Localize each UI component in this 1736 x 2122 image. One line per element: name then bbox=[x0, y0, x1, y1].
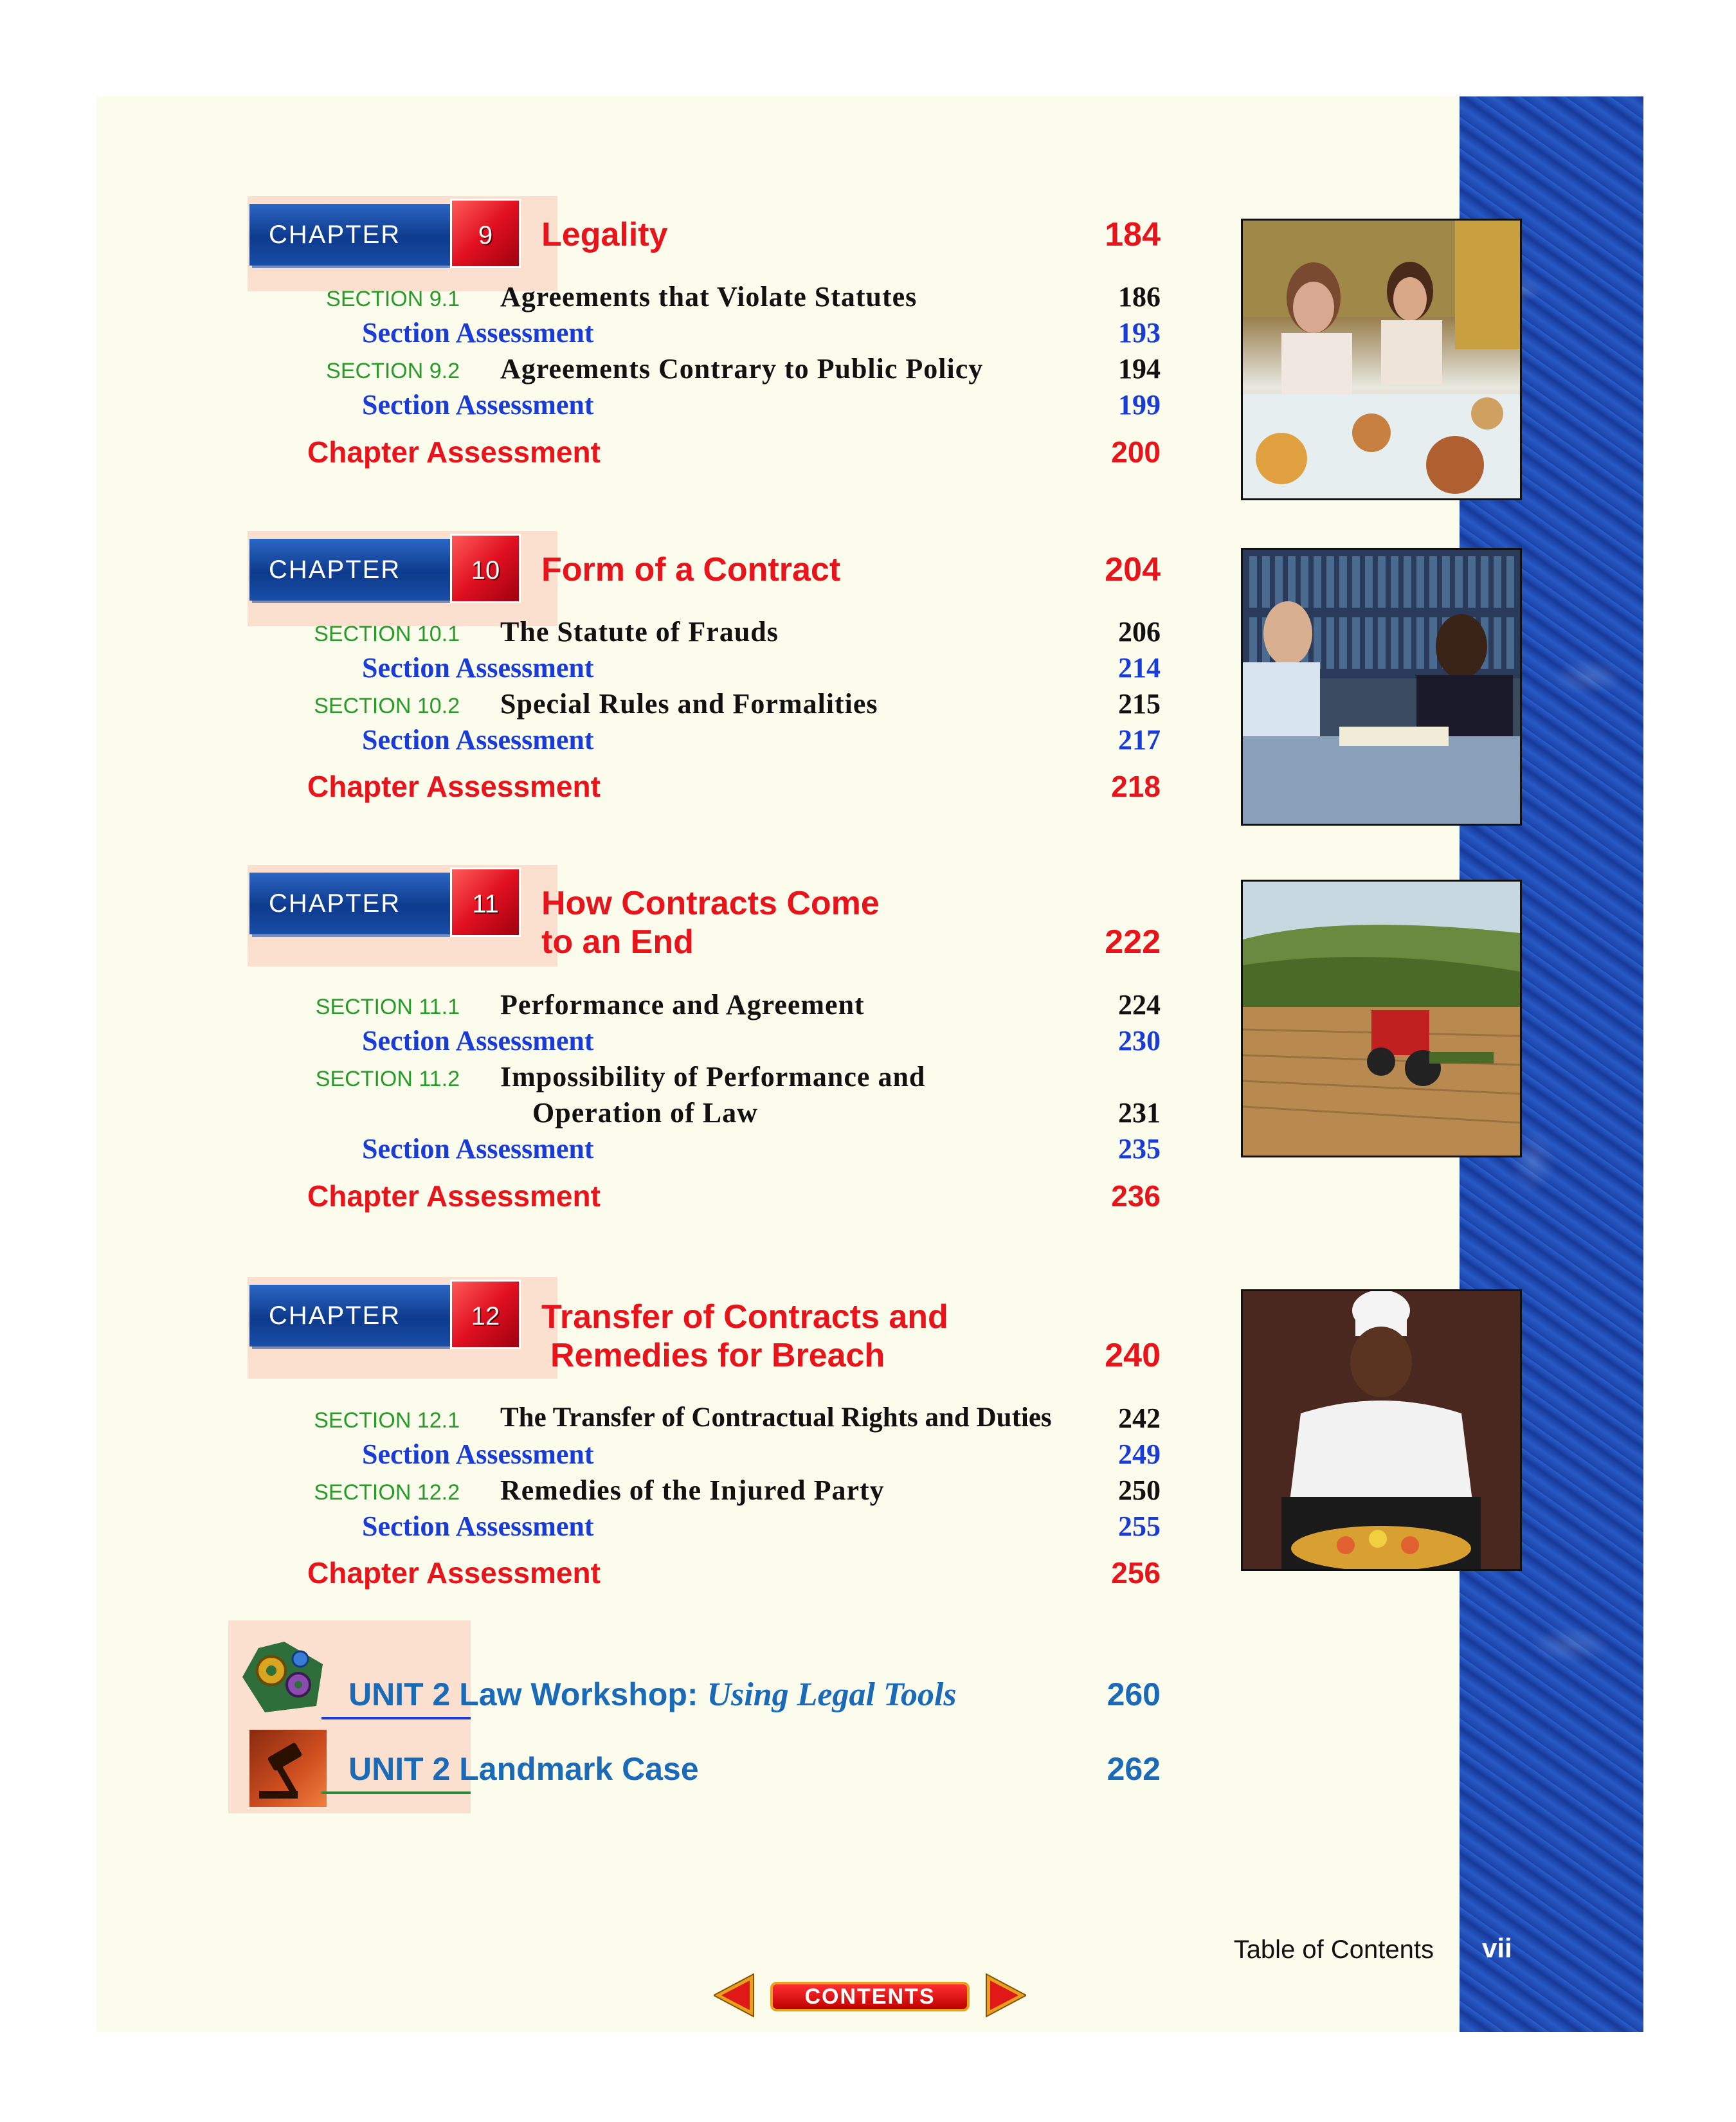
section-assessment-link[interactable]: Section Assessment bbox=[362, 1025, 594, 1056]
chapter-tab: CHAPTER bbox=[249, 539, 457, 601]
chapter-page-number[interactable]: 240 bbox=[1105, 1337, 1161, 1374]
section-label: SECTION 11.1 bbox=[315, 995, 460, 1019]
chapter-assessment-link[interactable]: Chapter Assessment bbox=[307, 1556, 601, 1590]
footer-page-number: vii bbox=[1482, 1933, 1512, 1963]
section-label: SECTION 11.2 bbox=[315, 1067, 460, 1091]
chapter-title[interactable]: Transfer of Contracts and Remedies for Breach bbox=[541, 1298, 948, 1374]
section-assessment-link[interactable]: Section Assessment bbox=[362, 389, 594, 421]
section-assessment-page[interactable]: 214 bbox=[1118, 652, 1161, 684]
section-assessment-link[interactable]: Section Assessment bbox=[362, 1438, 594, 1470]
chef-photo bbox=[1241, 1289, 1522, 1571]
section-page-number[interactable]: 194 bbox=[1118, 353, 1161, 385]
unit-workshop-link[interactable]: UNIT 2 Law Workshop: Using Legal Tools bbox=[348, 1676, 957, 1713]
section-title-continuation[interactable]: Operation of Law bbox=[532, 1097, 758, 1129]
chapter-title[interactable]: Form of a Contract bbox=[541, 551, 841, 588]
section-page-number[interactable]: 224 bbox=[1118, 989, 1161, 1020]
section-assessment-link[interactable]: Section Assessment bbox=[362, 1510, 594, 1542]
section-page-number[interactable]: 231 bbox=[1118, 1097, 1161, 1129]
divider-line bbox=[321, 1791, 471, 1794]
section-label: SECTION 12.1 bbox=[314, 1408, 460, 1433]
gavel-icon bbox=[249, 1730, 327, 1807]
section-title[interactable]: Remedies of the Injured Party bbox=[500, 1474, 885, 1506]
section-assessment-page[interactable]: 199 bbox=[1118, 389, 1161, 421]
section-label: SECTION 10.2 bbox=[314, 694, 460, 718]
section-title[interactable]: Performance and Agreement bbox=[500, 989, 865, 1020]
section-title[interactable]: The Statute of Frauds bbox=[500, 616, 779, 648]
contents-button[interactable]: CONTENTS bbox=[770, 1982, 970, 2011]
chapter-tab: CHAPTER bbox=[249, 873, 457, 934]
section-assessment-page[interactable]: 217 bbox=[1118, 724, 1161, 756]
section-page-number[interactable]: 186 bbox=[1118, 281, 1161, 313]
chapter-assessment-link[interactable]: Chapter Assessment bbox=[307, 1179, 601, 1213]
chapter-tab: CHAPTER bbox=[249, 1285, 457, 1347]
chapter-assessment-link[interactable]: Chapter Assessment bbox=[307, 770, 601, 803]
chapter-number-badge: 10 bbox=[450, 534, 521, 603]
business-meeting-photo bbox=[1241, 548, 1522, 826]
footer-section-name: Table of Contents bbox=[1233, 1936, 1434, 1964]
previous-page-button[interactable] bbox=[714, 1973, 756, 2018]
women-dining-photo bbox=[1241, 219, 1522, 500]
section-page-number[interactable]: 242 bbox=[1118, 1402, 1161, 1434]
section-title[interactable]: Agreements that Violate Statutes bbox=[500, 281, 918, 313]
section-title[interactable]: The Transfer of Contractual Rights and Duties bbox=[500, 1402, 1052, 1433]
section-title[interactable]: Impossibility of Performance and bbox=[500, 1061, 926, 1093]
section-assessment-page[interactable]: 235 bbox=[1118, 1133, 1161, 1165]
section-label: SECTION 10.1 bbox=[314, 622, 460, 646]
section-assessment-link[interactable]: Section Assessment bbox=[362, 652, 594, 684]
section-page-number[interactable]: 206 bbox=[1118, 616, 1161, 648]
next-page-button[interactable] bbox=[984, 1973, 1026, 2018]
section-title[interactable]: Special Rules and Formalities bbox=[500, 688, 878, 720]
chapter-number-badge: 9 bbox=[450, 199, 521, 268]
chapter-assessment-page[interactable]: 236 bbox=[1111, 1179, 1161, 1213]
section-page-number[interactable]: 250 bbox=[1118, 1474, 1161, 1506]
chapter-number-badge: 12 bbox=[450, 1280, 521, 1349]
chapter-assessment-page[interactable]: 256 bbox=[1111, 1556, 1161, 1590]
section-assessment-link[interactable]: Section Assessment bbox=[362, 1133, 594, 1165]
section-assessment-page[interactable]: 193 bbox=[1118, 317, 1161, 349]
section-assessment-page[interactable]: 249 bbox=[1118, 1438, 1161, 1470]
section-label: SECTION 9.2 bbox=[326, 359, 460, 383]
chapter-page-number[interactable]: 184 bbox=[1105, 216, 1161, 253]
chapter-page-number[interactable]: 222 bbox=[1105, 923, 1161, 961]
chapter-assessment-page[interactable]: 200 bbox=[1111, 435, 1161, 469]
section-label: SECTION 12.2 bbox=[314, 1480, 460, 1505]
section-assessment-link[interactable]: Section Assessment bbox=[362, 724, 594, 756]
chapter-title[interactable]: Legality bbox=[541, 216, 668, 253]
chapter-number-badge: 11 bbox=[450, 867, 521, 937]
section-label: SECTION 9.1 bbox=[326, 287, 460, 311]
chapter-assessment-page[interactable]: 218 bbox=[1111, 770, 1161, 803]
gears-icon bbox=[239, 1638, 329, 1716]
unit-landmark-case-link[interactable]: UNIT 2 Landmark Case bbox=[348, 1751, 699, 1787]
chapter-tab: CHAPTER bbox=[249, 204, 457, 266]
section-assessment-page[interactable]: 255 bbox=[1118, 1510, 1161, 1542]
chapter-assessment-link[interactable]: Chapter Assessment bbox=[307, 435, 601, 469]
section-assessment-page[interactable]: 230 bbox=[1118, 1025, 1161, 1056]
section-assessment-link[interactable]: Section Assessment bbox=[362, 317, 594, 349]
section-page-number[interactable]: 215 bbox=[1118, 688, 1161, 720]
tractor-field-photo bbox=[1241, 880, 1522, 1157]
unit-workshop-page[interactable]: 260 bbox=[1107, 1676, 1161, 1712]
unit-landmark-case-page[interactable]: 262 bbox=[1107, 1751, 1161, 1787]
section-title[interactable]: Agreements Contrary to Public Policy bbox=[500, 353, 984, 385]
divider-line bbox=[321, 1717, 471, 1719]
chapter-page-number[interactable]: 204 bbox=[1105, 551, 1161, 588]
chapter-title[interactable]: How Contracts Come to an End bbox=[541, 885, 880, 961]
